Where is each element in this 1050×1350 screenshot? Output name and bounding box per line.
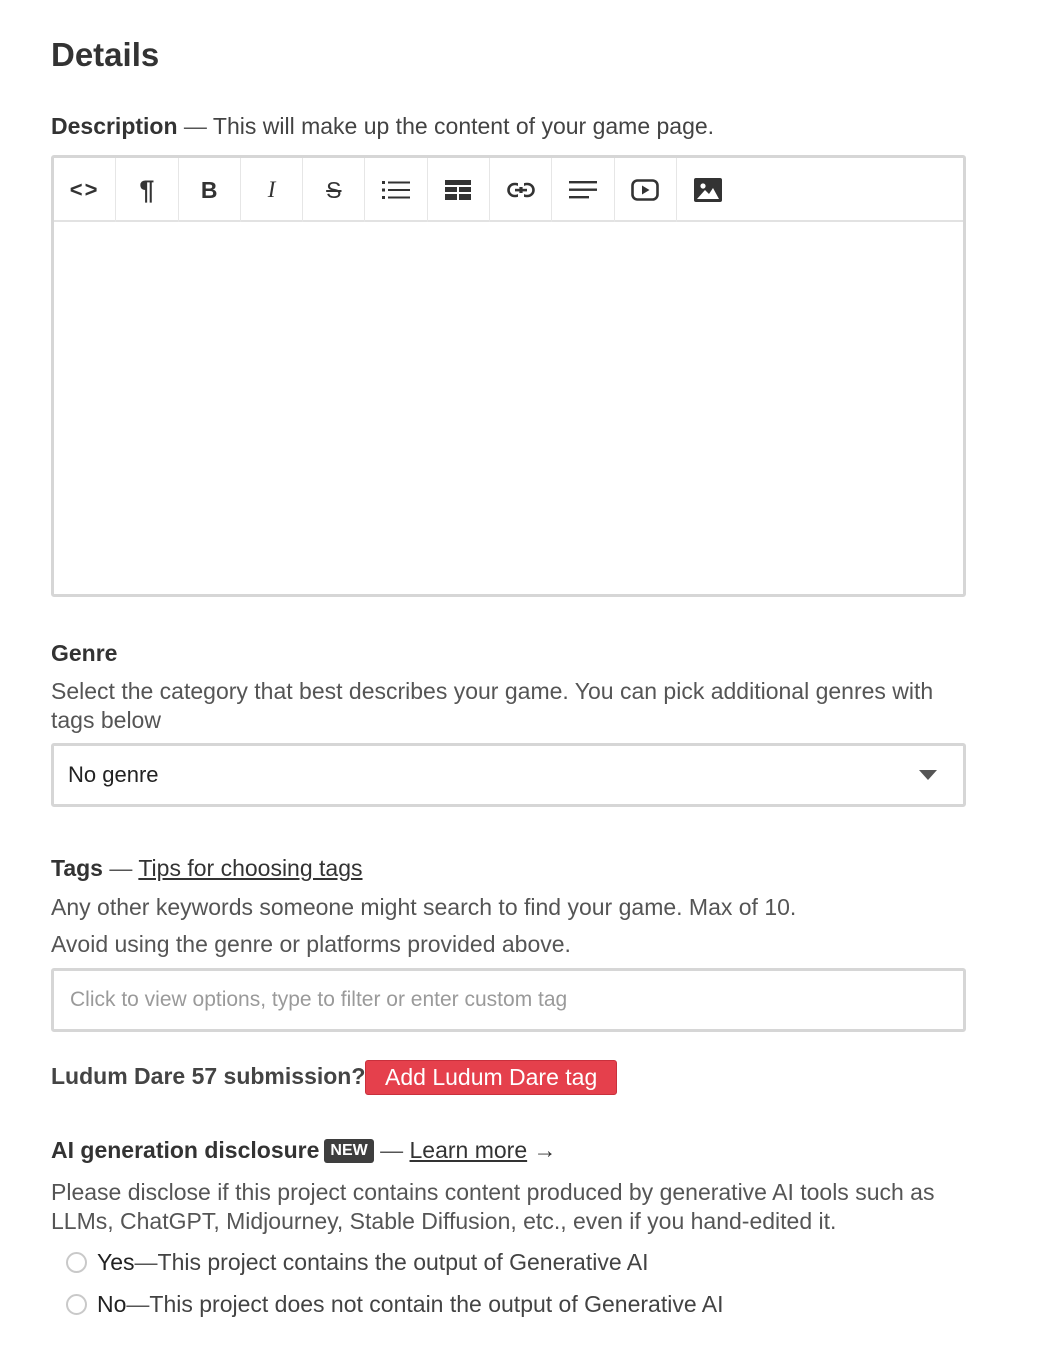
bold-button[interactable] (179, 158, 241, 222)
ai-option-no-separator: — (126, 1291, 150, 1317)
add-ludum-dare-tag-button[interactable]: Add Ludum Dare tag (365, 1060, 617, 1095)
image-icon (694, 178, 722, 202)
description-label: Description (51, 113, 178, 139)
ai-label-row (51, 1137, 557, 1164)
align-icon (569, 181, 597, 199)
genre-select[interactable] (51, 743, 966, 807)
tags-label: Tags (51, 855, 103, 881)
tags-separator: — (102, 855, 139, 881)
genre-hint: Select the category that best describes your game. You can pick additional genres with tags below (51, 678, 934, 733)
tags-hint-2: Avoid using the genre or platforms provided above. (51, 931, 571, 957)
radio-yes[interactable] (66, 1252, 87, 1273)
tags-label-row (51, 855, 363, 882)
ai-option-yes-text: This project contains the output of Generative AI (157, 1249, 649, 1275)
paragraph-button[interactable] (116, 158, 178, 222)
tags-tips-link[interactable]: Tips for choosing tags (138, 855, 363, 881)
align-button[interactable] (552, 158, 614, 222)
paragraph-icon: ¶ (139, 174, 155, 205)
ludum-label-row (51, 1063, 365, 1090)
strikethrough-button[interactable] (303, 158, 365, 222)
ai-separator: — (373, 1137, 410, 1163)
tags-hint-1: Any other keywords someone might search to find your game. Max of 10. (51, 894, 797, 920)
genre-label: Genre (51, 640, 118, 666)
radio-no[interactable] (66, 1294, 87, 1315)
genre-label-row (51, 640, 117, 667)
table-button[interactable] (428, 158, 490, 222)
link-button[interactable] (490, 158, 552, 222)
table-icon (445, 180, 471, 200)
ai-option-no-label: No (97, 1291, 127, 1317)
learn-more-link[interactable]: Learn more (409, 1137, 528, 1163)
ai-option-yes-separator: — (134, 1249, 158, 1275)
italic-button[interactable] (241, 158, 303, 222)
image-button[interactable] (677, 158, 739, 222)
video-button[interactable] (615, 158, 677, 222)
editor-toolbar (54, 158, 963, 222)
ai-option-no[interactable] (66, 1291, 724, 1318)
ai-label: AI generation disclosure (51, 1137, 320, 1163)
bulleted-list-button[interactable] (365, 158, 427, 222)
video-icon (631, 179, 659, 201)
description-editor (51, 155, 966, 597)
arrow-right-icon: → (533, 1137, 557, 1163)
description-hint: This will make up the content of your game page. (212, 113, 715, 139)
ai-hint: Please disclose if this project contains content produced by generative AI tools such as LLMs, ChatGPT, Midjourney, Stable Diffusion, etc., even if you hand-edited it. (51, 1179, 935, 1234)
ai-option-no-text: This project does not contain the output of Generative AI (149, 1291, 724, 1317)
code-icon: <> (69, 177, 100, 202)
italic-icon: I (267, 177, 276, 202)
description-label-row (51, 113, 714, 140)
bulleted-list-icon (382, 180, 410, 200)
tags-input[interactable] (51, 968, 966, 1032)
ai-option-yes[interactable] (66, 1249, 648, 1276)
code-button[interactable] (54, 158, 116, 222)
description-separator: — (177, 113, 213, 139)
ludum-label: Ludum Dare 57 submission? (51, 1063, 366, 1089)
section-heading: Details (51, 36, 160, 73)
chevron-down-icon (919, 770, 937, 780)
bold-icon: B (200, 176, 218, 203)
ai-option-yes-label: Yes (97, 1249, 135, 1275)
new-badge: NEW (324, 1139, 373, 1163)
description-text-area[interactable] (54, 222, 963, 594)
genre-selected-value: No genre (68, 762, 159, 787)
strikethrough-icon: S (326, 176, 342, 203)
link-icon (507, 182, 535, 198)
